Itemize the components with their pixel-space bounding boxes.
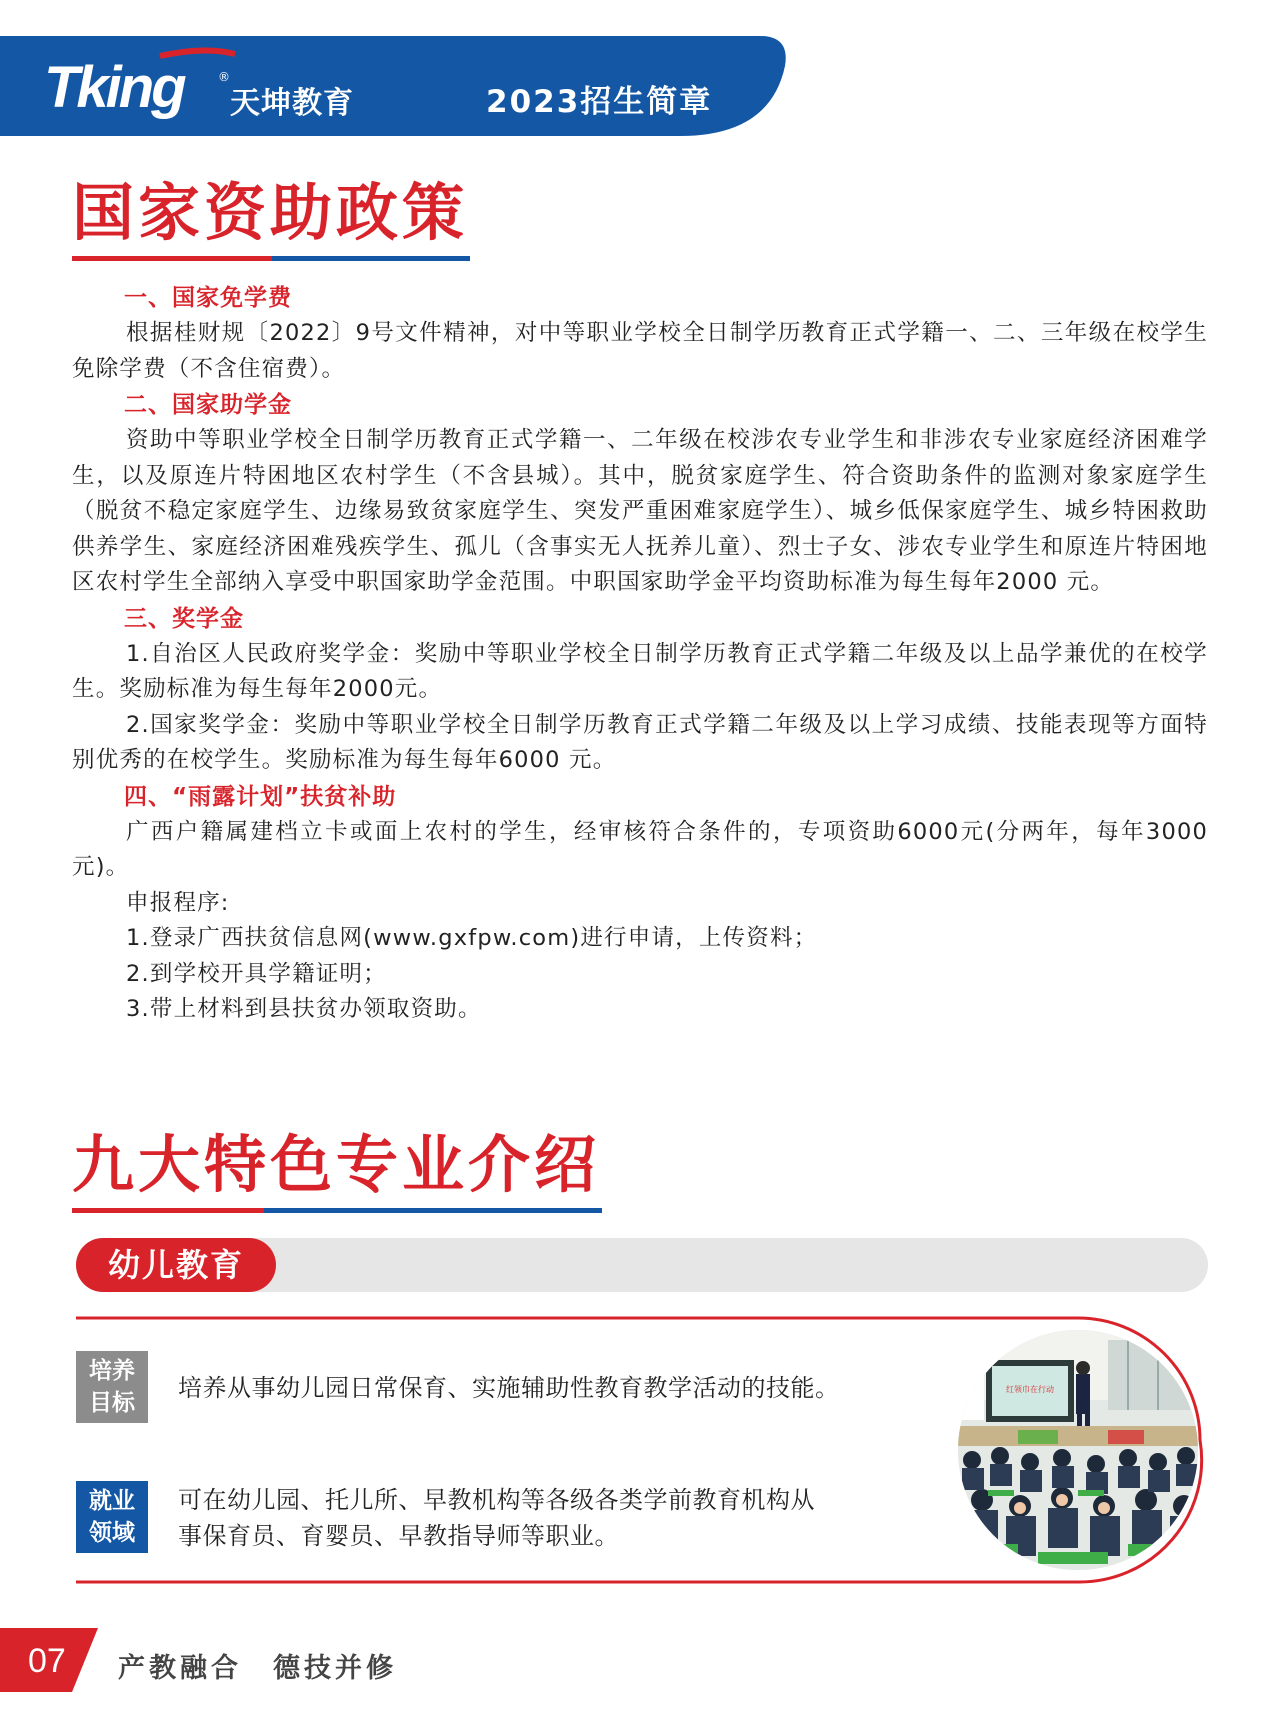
- policy-paragraph: 根据桂财规〔2022〕9号文件精神，对中等职业学校全日制学历教育正式学籍一、二、三年级在校学生免除学费（不含住宿费）。: [72, 320, 1208, 382]
- page-number: 07: [28, 1642, 66, 1680]
- policy-paragraph: 广西户籍属建档立卡或面上农村的学生，经审核符合条件的，专项资助6000元(分两年，每年3000元)。: [72, 818, 1208, 880]
- majors-title: 九大特色专业介绍: [72, 1128, 601, 1201]
- photo-screen-text: 红领巾在行动: [1006, 1385, 1054, 1394]
- policy-paragraph: 2.国家奖学金：奖励中等职业学校全日制学历教育正式学籍二年级及以上学习成绩、技能表现等方面特别优秀的在校学生。奖励标准为每生每年6000 元。: [72, 711, 1208, 773]
- policy-paragraph: 资助中等职业学校全日制学历教育正式学籍一、二年级在校涉农专业学生和非涉农专业家庭经济困难学生，以及原连片特困地区农村学生（不含县城）。其中，脱贫家庭学生、符合资助条件的监测对象家庭学生（脱贫不稳定家庭学生、边缘易致贫家庭学生、突发严重困难家庭学生）、城乡低保家庭学生、城乡特困救助供养学生、家庭经济困难残疾学生、孤儿（含事实无人抚养儿童）、烈士子女、涉农专业学生和原连片特困地区农村学生全部纳入享受中职国家助学金范围。中职国家助学金平均资助标准为每生每年2000 元。: [72, 427, 1208, 595]
- policy-heading-grant: 二、国家助学金: [124, 392, 292, 418]
- goal-text: 培养从事幼儿园日常保育、实施辅助性教育教学活动的技能。: [178, 1374, 840, 1402]
- policy-list-item: 申报程序:: [126, 889, 230, 916]
- policy-heading-tuition: 一、国家免学费: [124, 285, 292, 311]
- header-title: 2023招生简章: [486, 84, 713, 120]
- goal-tag: 培养 目标: [76, 1351, 148, 1423]
- policy-list-item: 3.带上材料到县扶贫办领取资助。: [126, 996, 482, 1022]
- major-name: 幼儿教育: [76, 1238, 276, 1292]
- classroom-photo: [958, 1330, 1198, 1570]
- majors-title-underline-red: [72, 1208, 264, 1213]
- policy-list-item: 1.登录广西扶贫信息网(www.gxfpw.com)进行申请，上传资料；: [126, 925, 818, 951]
- policy-heading-scholarship: 三、奖学金: [124, 605, 244, 632]
- policy-title-underline-blue: [272, 256, 470, 261]
- brand-name: 天坤教育: [230, 86, 354, 121]
- footer-slogan: 产教融合 德技并修: [118, 1653, 397, 1684]
- policy-title-underline-red: [72, 256, 272, 261]
- registered-mark: ®: [218, 70, 230, 84]
- career-text: 可在幼儿园、托儿所、早教机构等各级各类学前教育机构从 事保育员、育婴员、早教指导师等职业。: [178, 1486, 815, 1550]
- policy-paragraph: 1.自治区人民政府奖学金：奖励中等职业学校全日制学历教育正式学籍二年级及以上品学兼优的在校学生。奖励标准为每生每年2000元。: [72, 640, 1208, 702]
- page-header: [0, 36, 790, 136]
- policy-title: 国家资助政策: [72, 176, 469, 249]
- majors-title-underline-blue: [264, 1208, 602, 1213]
- policy-list-item: 2.到学校开具学籍证明；: [126, 960, 387, 987]
- brand-logo: Tking: [44, 55, 184, 120]
- career-tag: 就业 领域: [76, 1481, 148, 1553]
- policy-heading-yulu: 四、“雨露计划”扶贫补助: [124, 783, 397, 810]
- policy-body: [72, 280, 1208, 1028]
